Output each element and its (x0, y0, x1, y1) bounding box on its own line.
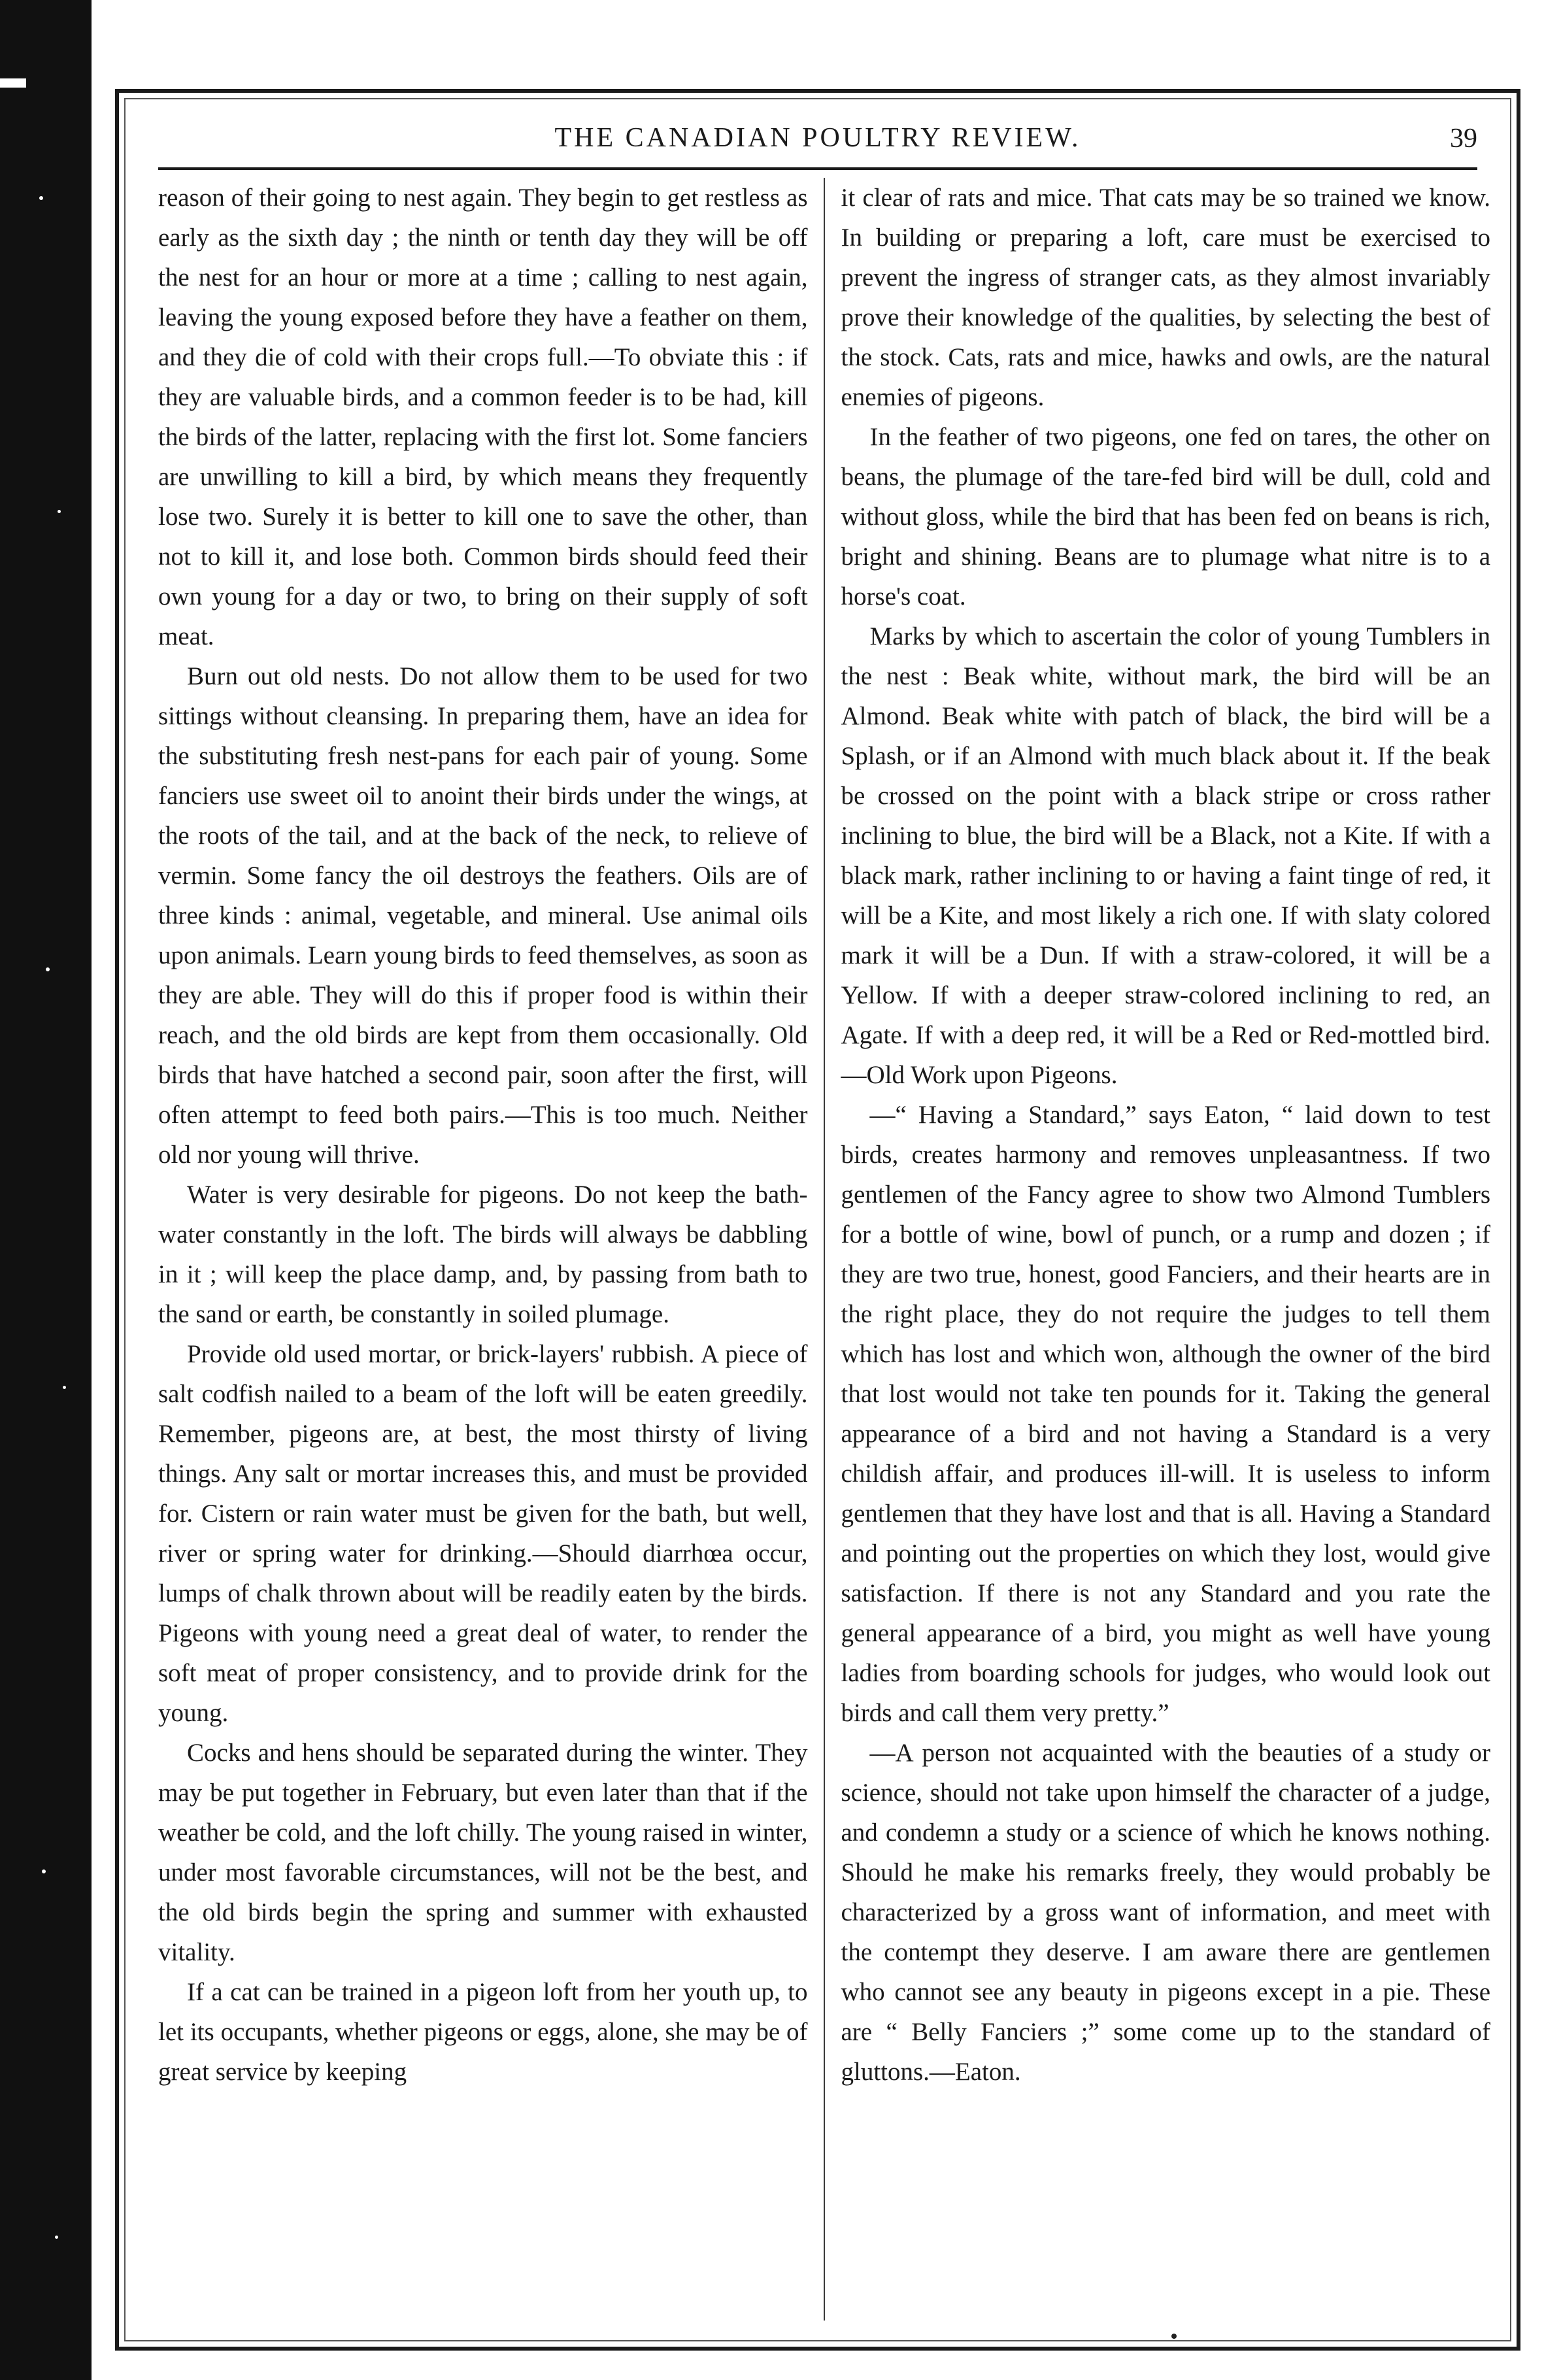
print-speck (1171, 2334, 1177, 2339)
book-binding-edge (0, 0, 92, 2380)
page-frame (115, 89, 1520, 2351)
text-columns (158, 178, 1490, 2321)
running-header (158, 109, 1477, 170)
journal-title: THE CANADIAN POULTRY REVIEW. (554, 123, 1081, 153)
paragraph: Marks by which to ascertain the color of young Tumblers in the nest : Beak white, without mark, the bird will be an Almond. Beak white with patch of black, the bird will be a Splash, or if an Almond with much black about it. If the beak be crossed on the point with a black stripe or cross rather inclining to blue, the bird will be a Black, not a Kite. If with a black mark, rather inclining to or having a faint tinge of red, it will be a Kite, and most likely a rich one. If with slaty colored mark it will be a Dun. If with a straw-colored, it will be a Yellow. If with a deeper straw-colored inclining to red, an Agate. If with a deep red, it will be a Red or Red-mottled bird.—Old Work upon Pigeons. (841, 622, 1491, 1089)
paragraph: Provide old used mortar, or brick-layers' rubbish. A piece of salt codfish nailed to a beam of the loft will be eaten greedily. Remember, pigeons are, at best, the most thirsty of living things. Any salt or mortar increases this, and must be provided for. Cistern or rain water must be given for the bath, but well, river or spring water for drinking.—Should diarrhœa occur, lumps of chalk thrown about will be readily eaten by the birds. Pigeons with young need a great deal of water, to render the soft meat of proper consistency, and to provide drink for the young. (158, 1340, 808, 1727)
right-column (841, 178, 1490, 2321)
paragraph: reason of their going to nest again. They begin to get restless as early as the sixth day ; the ninth or tenth day they will be off the nest for an hour or more at a time ; calling to nest again, leaving the young exposed before they have a feather on them, and they die of cold with their crops full.—To obviate this : if they are valuable birds, and a common feeder is to be had, kill the birds of the latter, replacing with the first lot. Some fanciers are unwilling to kill a bird, by which means they frequently lose two. Surely it is better to kill one to save the other, than not to kill it, and lose both. Common birds should feed their own young for a day or two, to bring on their supply of soft meat. (158, 184, 808, 650)
paragraph: —A person not acquainted with the beauties of a study or science, should not take upon himself the character of a judge, and condemn a study or a science of which he knows nothing. Should he make his remarks freely, they would probably be characterized by a gross want of information, and meet with the contempt they deserve. I am aware there are gentlemen who cannot see any beauty in pigeons except in a pie. These are “ Belly Fanciers ;” some come up to the standard of gluttons.—Eaton. (841, 1739, 1491, 2086)
column-divider (824, 178, 826, 2321)
paragraph: Cocks and hens should be separated during the winter. They may be put together in February, but even later than that if the weather be cold, and the loft chilly. The young raised in winter, under most favorable circumstances, will not be the best, and the old birds begin the spring and summer with exhausted vitality. (158, 1739, 808, 1966)
paragraph: it clear of rats and mice. That cats may be so trained we know. In building or preparing a loft, care must be exercised to prevent the ingress of stranger cats, as they almost invariably prove their knowledge of the qualities, by selecting the best of the stock. Cats, rats and mice, hawks and owls, are the natural enemies of pigeons. (841, 184, 1491, 411)
page-number: 39 (1450, 124, 1477, 154)
binding-speck (39, 196, 43, 200)
binding-speck (42, 1869, 46, 1873)
binding-speck (63, 1386, 66, 1389)
paragraph: Water is very desirable for pigeons. Do not keep the bath-water constantly in the loft. The birds will always be dabbling in it ; will keep the place damp, and, by passing from bath to the sand or earth, be constantly in soiled plumage. (158, 1181, 808, 1328)
binding-speck (55, 2236, 58, 2239)
left-column (158, 178, 808, 2321)
paragraph: If a cat can be trained in a pigeon loft from her youth up, to let its occupants, whether pigeons or eggs, alone, she may be of great service by keeping (158, 1978, 808, 2086)
binding-speck (46, 967, 50, 971)
paragraph: In the feather of two pigeons, one fed on tares, the other on beans, the plumage of the tare-fed bird will be dull, cold and without gloss, while the bird that has been fed on beans is rich, bright and shining. Beans are to plumage what nitre is to a horse's coat. (841, 423, 1491, 611)
paragraph: —“ Having a Standard,” says Eaton, “ laid down to test birds, creates harmony and removes unpleasantness. If two gentlemen of the Fancy agree to show two Almond Tumblers for a bottle of wine, bowl of punch, or a rump and dozen ; if they are two true, honest, good Fanciers, and their hearts are in the right place, they do not require the judges to tell them which has lost and which won, although the owner of the bird that lost would not take ten pounds for it. Taking the general appearance of a bird and not having a Standard is a very childish affair, and produces ill-will. It is useless to inform gentlemen that they have lost and that is all. Having a Standard and pointing out the properties on which they lost, would give satisfaction. If there is not any Standard and you rate the general appearance of a bird, you might as well have young ladies from boarding schools for judges, who would look out birds and call them very pretty.” (841, 1101, 1491, 1727)
paragraph: Burn out old nests. Do not allow them to be used for two sittings without cleansing. In preparing them, have an idea for the substituting fresh nest-pans for each pair of young. Some fanciers use sweet oil to anoint their birds under the wings, at the roots of the tail, and at the back of the neck, to relieve of vermin. Some fancy the oil destroys the feathers. Oils are of three kinds : animal, vegetable, and mineral. Use animal oils upon animals. Learn young birds to feed themselves, as soon as they are able. They will do this if proper food is within their reach, and the old birds are kept from them occasionally. Old birds that have hatched a second pair, soon after the first, will often attempt to feed both pairs.—This is too much. Neither old nor young will thrive. (158, 662, 808, 1169)
binding-speck (58, 510, 61, 513)
binding-edge-mark (0, 78, 26, 88)
